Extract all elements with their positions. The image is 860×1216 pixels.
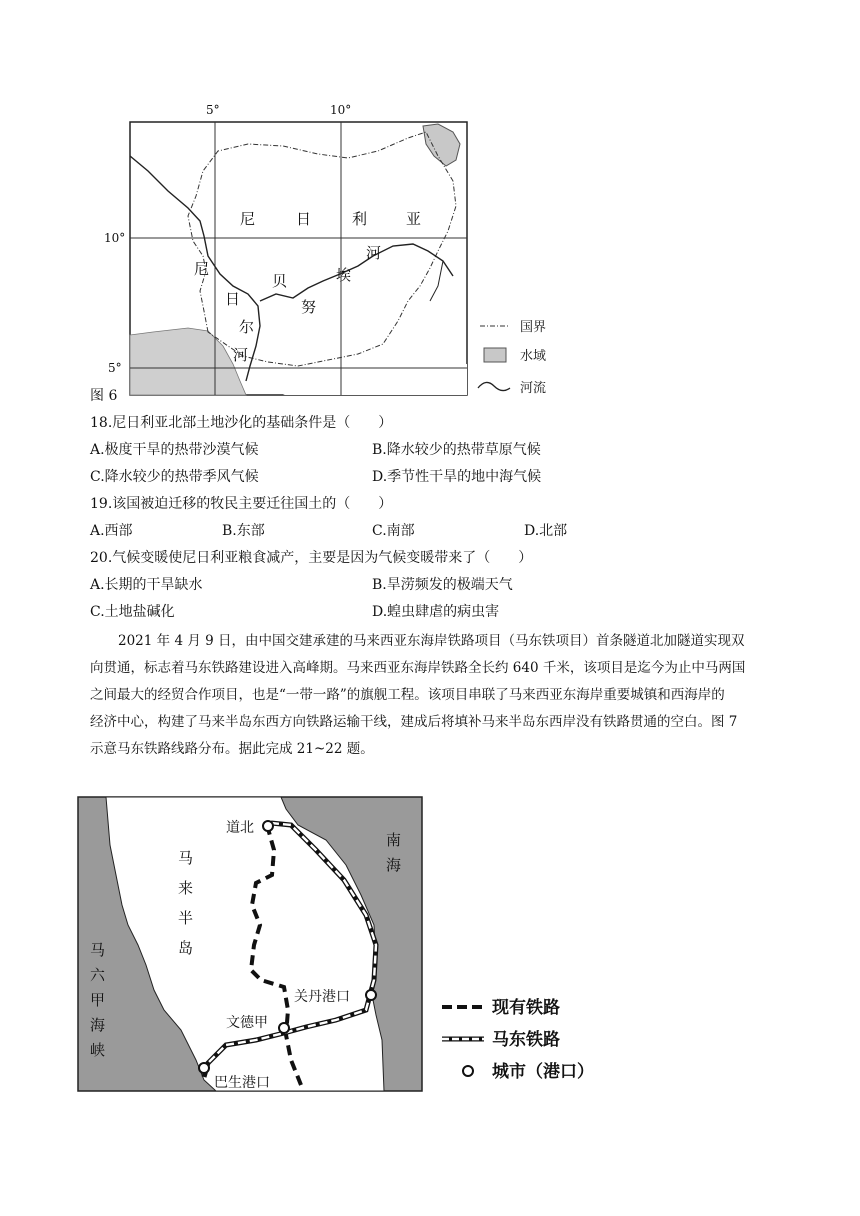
country-char-4: 亚 [406, 210, 422, 228]
city-daobei-label: 道北 [226, 820, 254, 836]
legend-border-label: 国界 [520, 320, 547, 335]
passage-line-1: 2021 年 4 月 9 日，由中国交建承建的马来西亚东海岸铁路项目（马东铁项目）首条隧道北加隧道实现双 [118, 633, 745, 649]
question-18-option-c: C.降水较少的热带季风气候 [90, 469, 259, 485]
question-20-stem: 20.气候变暖使尼日利亚粮食减产，主要是因为气候变暖带来了（ ） [90, 550, 533, 566]
lat-label-5: 5° [108, 361, 122, 375]
question-19-option-c: C.南部 [372, 523, 415, 539]
lat-label-10: 10° [104, 231, 126, 245]
strait-char-2: 六 [90, 966, 106, 984]
figure7-map [76, 795, 656, 1095]
question-20-option-b: B.旱涝频发的极端天气 [372, 577, 513, 593]
passage-line-4: 经济中心，构建了马来半岛东西方向铁路运输干线，建成后将填补马来半岛东西岸没有铁路贯通的空白。图 7 [90, 714, 738, 730]
question-18-option-a: A.极度干旱的热带沙漠气候 [90, 442, 259, 458]
legend-water-symbol [484, 348, 506, 362]
strait-char-3: 甲 [90, 991, 106, 1009]
legend-city-label: 城市（港口） [492, 1062, 594, 1082]
question-19-stem: 19.该国被迫迁移的牧民主要迁往国土的（ ） [90, 496, 393, 512]
city-wendejia-label: 文德甲 [226, 1015, 268, 1031]
passage-line-5: 示意马东铁路线路分布。据此完成 21~22 题。 [90, 741, 374, 757]
legend-water-label: 水域 [520, 349, 547, 364]
benue-river-char-2: 努 [301, 298, 317, 316]
benue-river-char-3: 埃 [336, 266, 352, 284]
question-18-option-d: D.季节性干旱的地中海气候 [372, 469, 542, 485]
question-20-option-a: A.长期的干旱缺水 [90, 577, 203, 593]
country-char-3: 利 [352, 210, 368, 228]
peninsula-char-2: 来 [178, 879, 194, 897]
city-basheng-label: 巴生港口 [214, 1075, 270, 1091]
city-basheng-marker [199, 1063, 209, 1073]
question-20-option-d: D.蝗虫肆虐的病虫害 [372, 604, 500, 620]
sea-char-1: 南 [386, 831, 402, 849]
passage-line-2: 向贯通，标志着马东铁路建设进入高峰期。马来西亚东海岸铁路全长约 640 千米，该项目是迄今为止中马两国 [90, 660, 746, 676]
strait-char-4: 海 [90, 1016, 106, 1034]
question-19-option-a: A.西部 [90, 523, 133, 539]
legend-river-label: 河流 [520, 381, 547, 396]
question-18-stem: 18.尼日利亚北部土地沙化的基础条件是（ ） [90, 415, 393, 431]
legend-ecrl-label: 马东铁路 [492, 1030, 560, 1050]
country-char-2: 日 [296, 210, 312, 228]
question-19-option-d: D.北部 [524, 523, 568, 539]
niger-river-char-3: 尔 [239, 318, 255, 336]
peninsula-char-3: 半 [178, 909, 194, 927]
question-18-option-b: B.降水较少的热带草原气候 [372, 442, 541, 458]
niger-river-char-4: 河 [233, 346, 249, 364]
peninsula-char-1: 马 [178, 849, 194, 867]
niger-river-char-2: 日 [225, 290, 241, 308]
question-20-option-c: C.土地盐碱化 [90, 604, 175, 620]
legend-existing-label: 现有铁路 [492, 998, 560, 1018]
question-19-option-b: B.东部 [222, 523, 265, 539]
strait-char-5: 峡 [90, 1041, 106, 1059]
city-wendejia-marker [279, 1023, 289, 1033]
passage-line-3: 之间最大的经贸合作项目，也是“一带一路”的旗舰工程。该项目串联了马来西亚东海岸重要城镇和西海岸的 [90, 687, 725, 703]
legend-city-symbol [463, 1066, 473, 1076]
city-guandan-label: 关丹港口 [294, 989, 350, 1005]
figure6-caption: 图 6 [90, 388, 118, 404]
sea-char-2: 海 [386, 856, 402, 874]
peninsula-char-4: 岛 [178, 939, 194, 957]
lon-label-5: 5° [206, 103, 220, 117]
city-guandan-marker [366, 990, 376, 1000]
legend-river-symbol [478, 382, 510, 390]
niger-river-char-1: 尼 [194, 260, 210, 278]
passage [90, 628, 780, 763]
country-char-1: 尼 [240, 210, 256, 228]
benue-river-char-1: 贝 [272, 272, 288, 290]
benue-river-char-4: 河 [366, 244, 382, 262]
city-daobei-marker [263, 821, 273, 831]
strait-char-1: 马 [90, 941, 106, 959]
lon-label-10: 10° [330, 103, 352, 117]
